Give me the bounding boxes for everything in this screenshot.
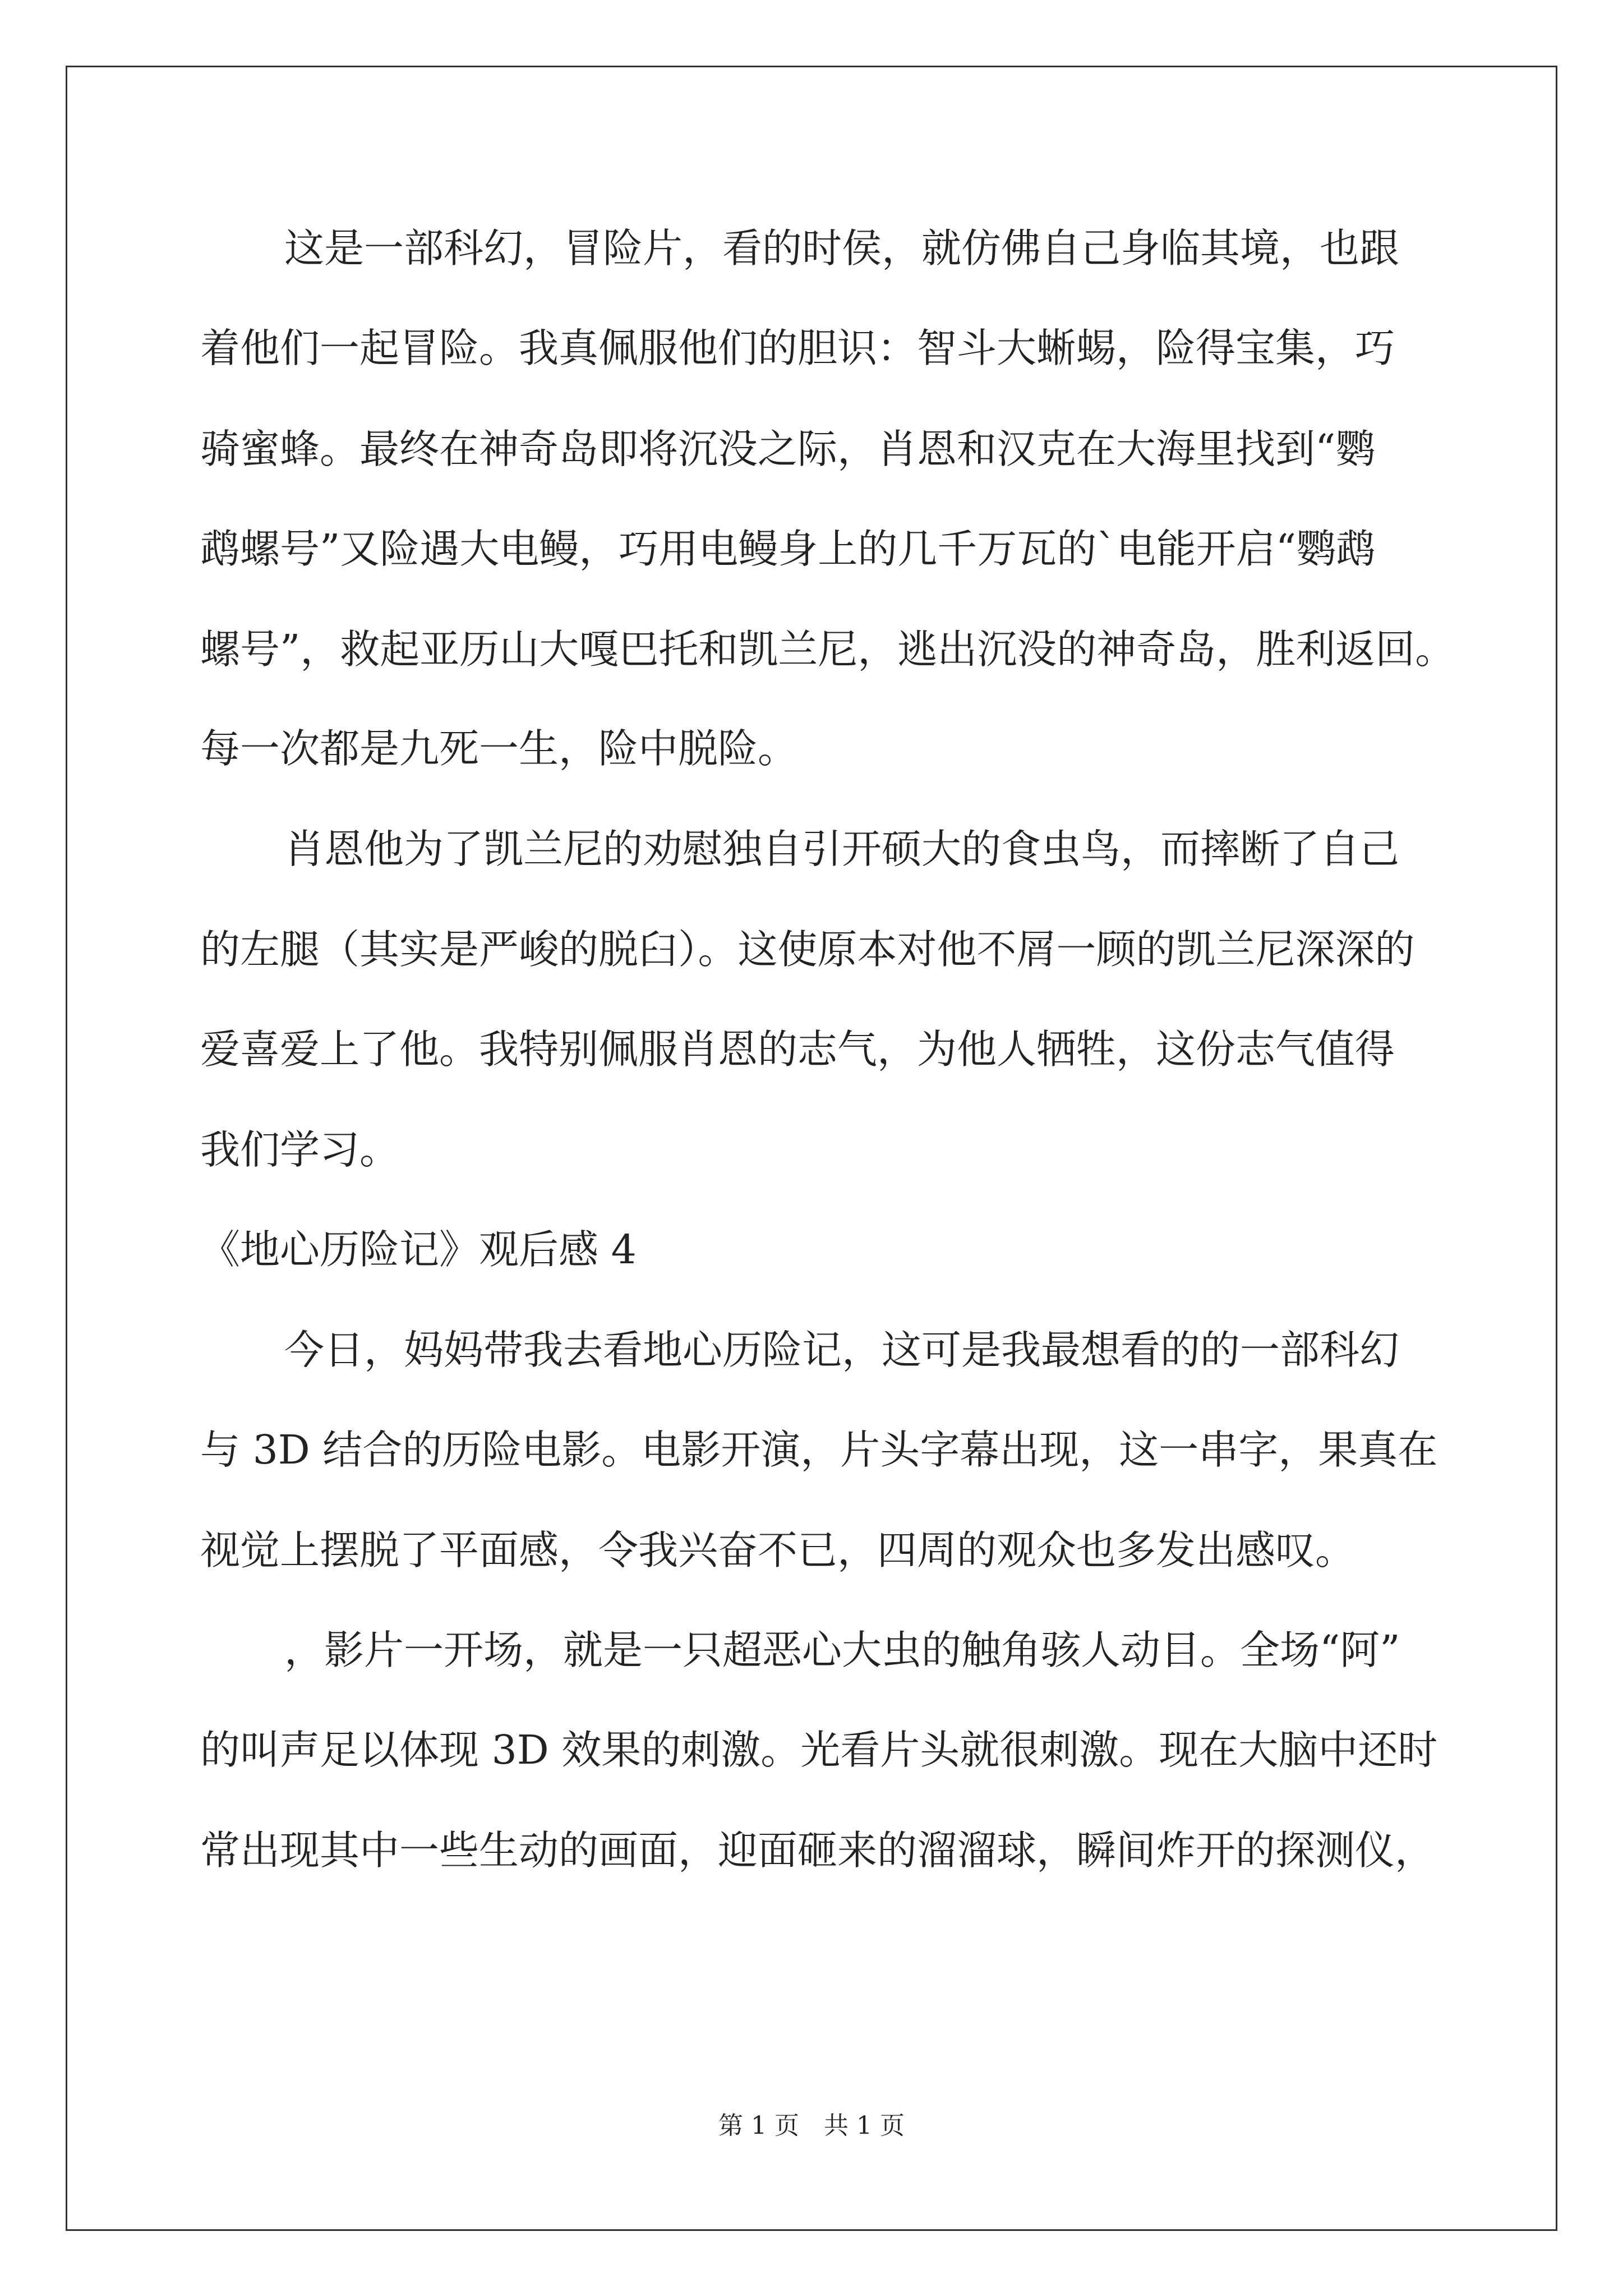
paragraph-1-line-1: 这是一部科幻，冒险片，看的时侯，就仿佛自己身临其境，也跟 xyxy=(284,225,1400,272)
paragraph-2-line-1: 肖恩他为了凯兰尼的劝慰独自引开硕大的食虫鸟，而摔断了自己 xyxy=(284,826,1400,872)
paragraph-4-line-2: 的叫声足以体现 3D 效果的刺激。光看片头就很刺激。现在大脑中还时 xyxy=(200,1727,1438,1773)
paragraph-4-line-3: 常出现其中一些生动的画面，迎面砸来的溜溜球，瞬间炸开的探测仪， xyxy=(200,1827,1435,1874)
paragraph-1-line-2: 着他们一起冒险。我真佩服他们的胆识：智斗大蜥蜴，险得宝集，巧 xyxy=(200,325,1395,371)
paragraph-3-line-3: 视觉上摆脱了平面感，令我兴奋不已，四周的观众也多发出感叹。 xyxy=(200,1527,1355,1573)
paragraph-1-line-6: 每一次都是九死一生，险中脱险。 xyxy=(200,725,798,772)
paragraph-2-line-3: 爱喜爱上了他。我特别佩服肖恩的志气，为他人牺牲，这份志气值得 xyxy=(200,1026,1395,1073)
section-heading: 《地心历险记》观后感 4 xyxy=(200,1226,637,1273)
paragraph-3-line-2: 与 3D 结合的历险电影。电影开演，片头字幕出现，这一串字，果真在 xyxy=(200,1427,1438,1473)
paragraph-2-line-4: 我们学习。 xyxy=(200,1126,400,1173)
paragraph-2-line-2: 的左腿（其实是严峻的脱臼）。这使原本对他不屑一顾的凯兰尼深深的 xyxy=(200,926,1415,973)
paragraph-3-line-1: 今日，妈妈带我去看地心历险记，这可是我最想看的的一部科幻 xyxy=(284,1327,1400,1373)
paragraph-1-line-4: 鹉螺号”又险遇大电鳗，巧用电鳗身上的几千万瓦的`电能开启“鹦鹉 xyxy=(200,526,1376,572)
paragraph-1-line-5: 螺号”，救起亚历山大嘎巴托和凯兰尼，逃出沉没的神奇岛，胜利返回。 xyxy=(200,626,1455,673)
paragraph-1-line-3: 骑蜜蜂。最终在神奇岛即将沉没之际，肖恩和汉克在大海里找到“鹦 xyxy=(200,426,1376,472)
paragraph-4-line-1: ，影片一开场，就是一只超恶心大虫的触角骇人动目。全场“阿” xyxy=(284,1627,1400,1673)
page-footer: 第 1 页 共 1 页 xyxy=(718,2111,905,2140)
